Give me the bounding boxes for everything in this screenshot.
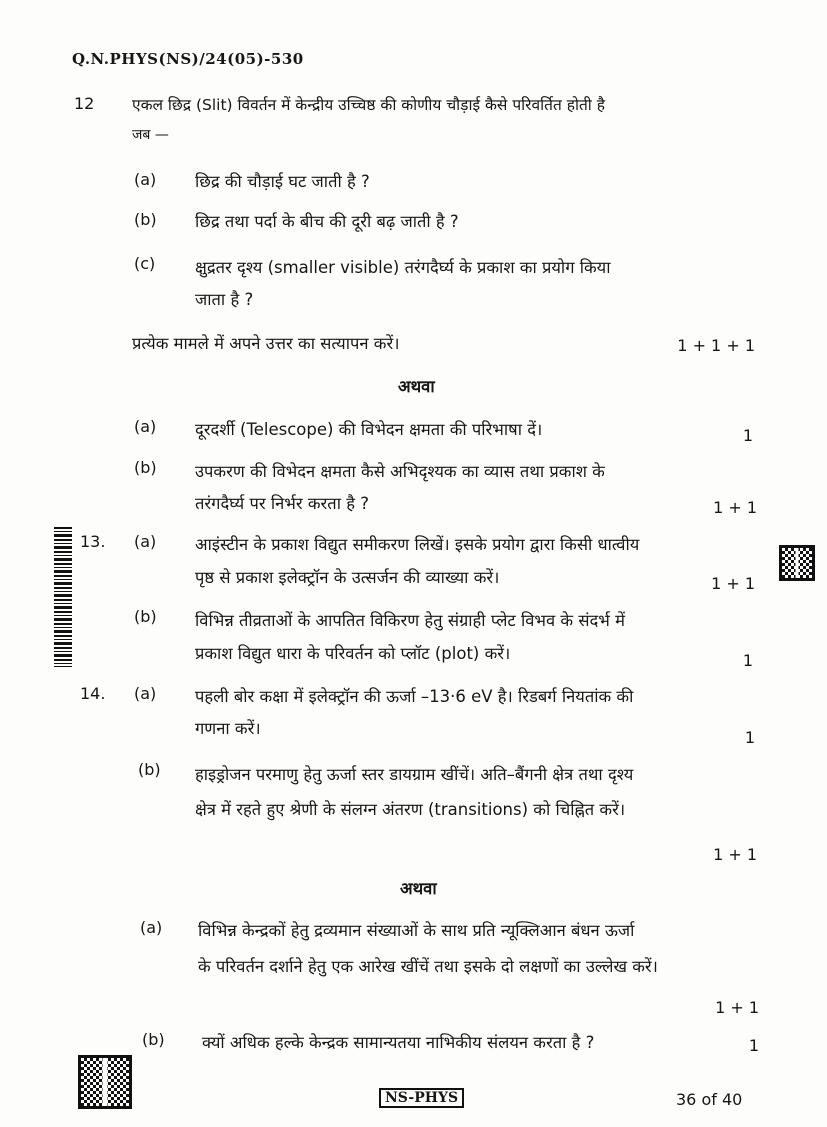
q12-option-c-line1: क्षुद्रतर दृश्य (smaller visible) तरंगदैर्घ्य के प्रकाश का प्रयोग किया — [195, 258, 611, 277]
q14-option-b-line1: हाइड्रोजन परमाणु हेतु ऊर्जा स्तर डायग्राम खींचें। अति–बैंगनी क्षेत्र तथा दृश्य — [195, 765, 634, 784]
or-divider: अथवा — [400, 879, 437, 898]
q12-or-a: दूरदर्शी (Telescope) की विभेदन क्षमता की परिभाषा दें। — [195, 420, 543, 439]
page-number: 36 of 40 — [676, 1090, 743, 1109]
q13-option-a-line2: पृष्ठ से प्रकाश इलेक्ट्रॉन के उत्सर्जन की व्याख्या करें। — [195, 568, 500, 587]
paper-code: Q.N.PHYS(NS)/24(05)-530 — [72, 50, 304, 68]
q12-or-b-line1: उपकरण की विभेदन क्षमता कैसे अभिदृश्यक का व्यास तथा प्रकाश के — [195, 462, 605, 481]
q14-or-a-line1: विभिन्न केन्द्रकों हेतु द्रव्यमान संख्याओं के साथ प्रति न्यूक्लिआन बंधन ऊर्जा — [198, 921, 635, 940]
question-number: 14. — [80, 684, 106, 703]
marks: 1 — [744, 728, 755, 747]
option-label: (a) — [134, 684, 157, 703]
option-label: (a) — [134, 417, 157, 436]
q12-stem-line2: जब — — [132, 127, 169, 143]
option-label: (b) — [134, 458, 157, 477]
qr-code-image — [78, 1055, 132, 1109]
subject-code-badge: NS-PHYS — [379, 1088, 464, 1108]
option-label: (b) — [138, 760, 161, 779]
q12-option-c-line2: जाता है ? — [195, 290, 254, 309]
q14-option-a-line1: पहली बोर कक्षा में इलेक्ट्रॉन की ऊर्जा –13·6 eV है। रिडबर्ग नियतांक की — [195, 687, 634, 706]
option-label: (a) — [140, 918, 163, 937]
marks: 1 + 1 — [713, 498, 757, 517]
q13-option-b-line1: विभिन्न तीव्रताओं के आपतित विकिरण हेतु संग्राही प्लेट विभव के संदर्भ में — [195, 611, 625, 630]
or-divider: अथवा — [398, 377, 435, 396]
question-number: 12 — [74, 94, 95, 113]
q12-option-a: छिद्र की चौड़ाई घट जाती है ? — [195, 172, 370, 191]
q12-option-b: छिद्र तथा पर्दा के बीच की दूरी बढ़ जाती है ? — [195, 212, 459, 231]
q14-option-a-line2: गणना करें। — [195, 719, 261, 738]
marks: 1 + 1 — [713, 845, 757, 864]
option-label: (a) — [134, 170, 157, 189]
q12-or-b-line2: तरंगदैर्घ्य पर निर्भर करता है ? — [195, 494, 369, 513]
option-label: (b) — [142, 1030, 165, 1049]
q12-verify: प्रत्येक मामले में अपने उत्तर का सत्यापन करें। — [132, 334, 400, 353]
q14-option-b-line2: क्षेत्र में रहते हुए श्रेणी के संलग्न अंतरण (transitions) को चिह्नित करें। — [195, 800, 626, 819]
marks: 1 + 1 — [711, 574, 755, 593]
option-label: (c) — [134, 254, 156, 273]
question-number: 13. — [80, 532, 106, 551]
q13-option-a-line1: आइंस्टीन के प्रकाश विद्युत समीकरण लिखें। इसके प्रयोग द्वारा किसी धात्वीय — [195, 535, 640, 554]
q14-or-b: क्यों अधिक हल्के केन्द्रक सामान्यतया नाभिकीय संलयन करता है ? — [202, 1033, 595, 1052]
option-label: (b) — [134, 607, 157, 626]
q14-or-a-line2: के परिवर्तन दर्शाने हेतु एक आरेख खींचें तथा इसके दो लक्षणों का उल्लेख करें। — [198, 957, 658, 976]
q13-option-b-line2: प्रकाश विद्युत धारा के परिवर्तन को प्लॉट (plot) करें। — [195, 644, 511, 663]
marks: 1 + 1 — [715, 998, 759, 1017]
q12-stem-line1: एकल छिद्र (Slit) विवर्तन में केन्द्रीय उच्चिष्ठ की कोणीय चौड़ाई कैसे परिवर्तित होती है — [132, 96, 605, 114]
option-label: (b) — [134, 210, 157, 229]
marks: 1 — [748, 1036, 759, 1055]
marks: 1 — [742, 651, 753, 670]
marks: 1 + 1 + 1 — [677, 336, 755, 355]
barcode-image — [54, 527, 72, 667]
option-label: (a) — [134, 532, 157, 551]
marks: 1 — [742, 426, 753, 445]
qr-code-image — [779, 545, 815, 581]
